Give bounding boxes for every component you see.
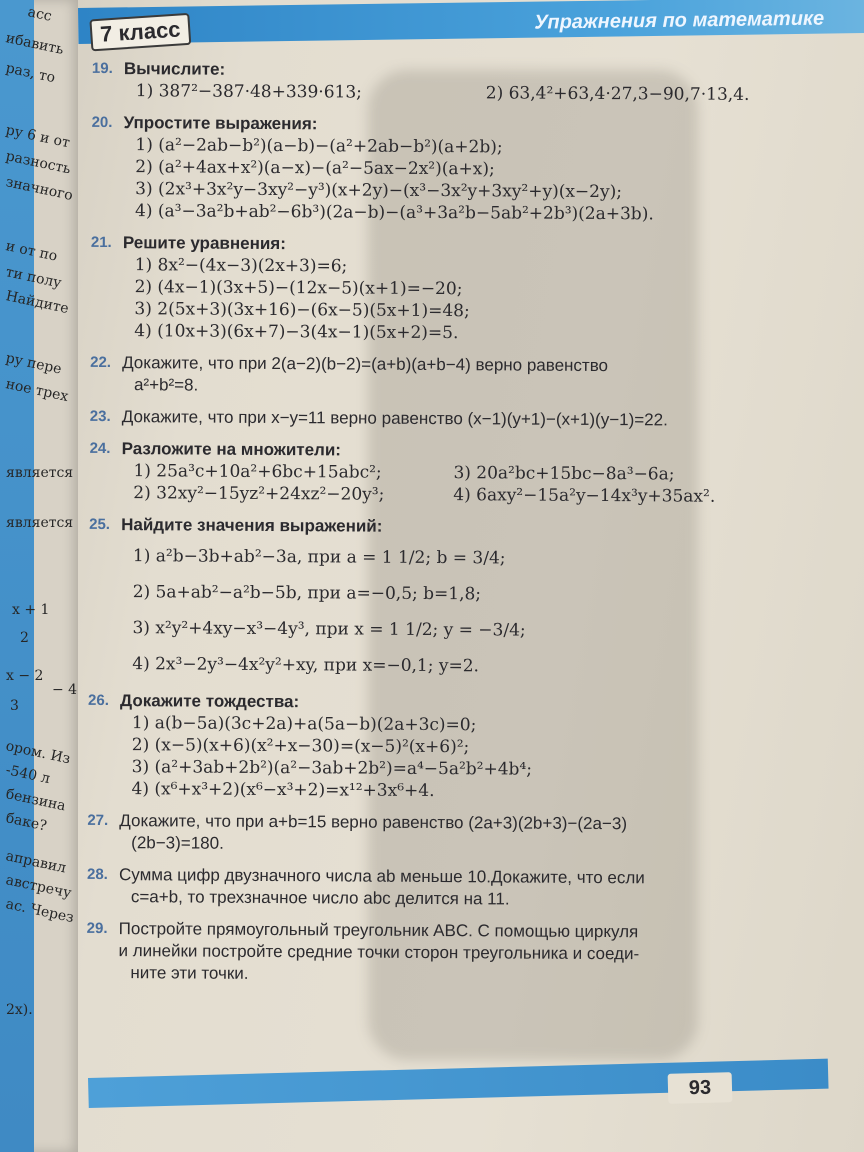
subject-title: Упражнения по математике: [534, 7, 825, 34]
left-fragment: ру 6 и от: [4, 122, 72, 152]
left-fragment: x − 2: [6, 668, 44, 684]
exercise-title: Упростите выражения:: [123, 113, 318, 134]
exercise-text: Докажите, что при 2(a−2)(b−2)=(a+b)(a+b−4) верно равенство: [122, 353, 609, 376]
exercise-number: 24.: [89, 439, 111, 458]
exercise-item: 2) 63,4²+63,4·27,3−90,7·13,4.: [485, 83, 750, 105]
exercise-20: [91, 112, 826, 226]
exercise-text: (2b−3)=180.: [131, 833, 224, 853]
left-fragment: 2x).: [6, 1002, 33, 1018]
exercise-title: Решите уравнения:: [122, 233, 286, 254]
exercise-number: 19.: [91, 59, 113, 78]
exercise-title: Найдите значения выражений:: [121, 515, 383, 536]
left-fragment: Найдите: [4, 288, 71, 318]
exercise-28: [86, 864, 821, 912]
exercise-item: 1) a²b−3b+ab²−3a, при a = 1 1/2; b = 3/4;: [132, 546, 506, 569]
exercise-number: 25.: [89, 515, 111, 534]
left-fragment: ибавить: [4, 30, 66, 59]
exercise-text: c=a+b, то трехзначное число abc делится на 11.: [130, 887, 510, 909]
left-fragment: аправил: [4, 848, 68, 877]
exercise-text: Докажите, что при a+b=15 верно равенство (2a+3)(2b+3)−(2a−3): [119, 811, 628, 834]
exercise-item: 2) 32xy²−15yz²+24xz²−20y³;: [133, 483, 385, 505]
exercise-item: 1) 25a³c+10a²+6bc+15abc²;: [133, 461, 382, 483]
exercise-list: [86, 58, 826, 998]
exercise-item: 2) (a²+4ax+x²)(a−x)−(a²−5ax−2x²)(a+x);: [135, 157, 495, 180]
exercise-19: [91, 58, 826, 106]
exercise-title: Докажите тождества:: [120, 691, 300, 712]
exercise-number: 29.: [86, 919, 108, 938]
exercise-text: a²+b²=8.: [133, 375, 199, 395]
left-fragment: 3: [10, 698, 19, 714]
exercise-number: 28.: [86, 865, 108, 884]
exercise-29: [86, 918, 820, 988]
left-fragment: австречу: [4, 872, 73, 902]
left-page-edge: [0, 0, 82, 1152]
left-fragment: является: [6, 515, 74, 531]
exercise-text: Сумма цифр двузначного числа ab меньше 10.Докажите, что если: [118, 865, 645, 888]
exercise-item: 2) 5a+ab²−a²b−5b, при a=−0,5; b=1,8;: [132, 582, 482, 605]
exercise-item: 4) 2x³−2y³−4x²y²+xy, при x=−0,1; y=2.: [132, 654, 480, 677]
exercise-item: 4) (a³−3a²b+ab²−6b³)(2a−b)−(a³+3a²b−5ab²+2b³)(2a+3b).: [135, 201, 654, 225]
exercise-item: 3) (a²+3ab+2b²)(a²−3ab+2b²)=a⁴−5a²b²+4b⁴;: [131, 757, 533, 780]
exercise-24: [89, 438, 823, 508]
exercise-item: 3) 2(5x+3)(3x+16)−(6x−5)(5x+1)=48;: [134, 299, 470, 322]
exercise-item: 1) 8x²−(4x−3)(2x+3)=6;: [134, 255, 348, 277]
exercise-21: [90, 232, 825, 346]
exercise-item: 2) (x−5)(x+6)(x²+x−30)=(x−5)²(x+6)²;: [131, 735, 470, 758]
exercise-text: ните эти точки.: [130, 963, 249, 983]
book-page: [78, 0, 864, 1152]
exercise-number: 23.: [89, 407, 111, 426]
page-number: 93: [668, 1072, 733, 1104]
exercise-item: 1) a(b−5a)(3c+2a)+a(5a−b)(2a+3c)=0;: [131, 713, 477, 736]
left-fragment: ру пере: [4, 350, 63, 378]
exercise-title: Разложите на множители:: [121, 439, 342, 460]
exercise-item: 2) (4x−1)(3x+5)−(12x−5)(x+1)=−20;: [134, 277, 463, 300]
left-fragment: ас. Через: [4, 896, 76, 927]
left-page-blue-strip: [0, 0, 34, 1152]
exercise-item: 3) x²y²+4xy−x³−4y³, при x = 1 1/2; y = −3/4;: [132, 618, 526, 641]
exercise-item: 1) (a²−2ab−b²)(a−b)−(a²+2ab−b²)(a+2b);: [135, 135, 503, 158]
exercise-25: [89, 514, 823, 684]
left-fragment: ное треx: [4, 376, 70, 406]
exercise-23: [89, 406, 824, 432]
left-fragment: разность: [4, 148, 73, 178]
exercise-number: 26.: [88, 691, 109, 710]
exercise-item: 4) 6axy²−15a²y−14x³y+35ax².: [453, 485, 716, 507]
header-bar: [78, 0, 864, 47]
exercise-27: [87, 810, 821, 858]
left-fragment: 2: [20, 630, 29, 646]
left-fragment: ором. Из: [4, 738, 72, 768]
exercise-item: 3) 20a²bc+15bc−8a³−6a;: [453, 463, 675, 485]
exercise-number: 20.: [91, 113, 113, 132]
left-fragment: раз, то: [4, 60, 57, 87]
left-fragment: − 4: [52, 682, 78, 698]
grade-label: 7 класс: [89, 13, 191, 52]
left-fragment: бензина: [4, 786, 68, 815]
exercise-text: и линейки постройте средние точки сторон треугольника и соеди-: [118, 941, 640, 964]
exercise-number: 27.: [87, 811, 109, 830]
exercise-item: 4) (10x+3)(6x+7)−3(4x−1)(5x+2)=5.: [134, 321, 459, 344]
exercise-number: 21.: [90, 233, 112, 252]
exercise-text: Постройте прямоугольный треугольник ABC. С помощью циркуля: [118, 919, 639, 942]
left-fragment: и от по: [4, 238, 59, 265]
exercise-text: Докажите, что при x−y=11 верно равенство (x−1)(y+1)−(x+1)(y−1)=22.: [121, 407, 668, 430]
exercise-title: Вычислите:: [123, 59, 226, 79]
exercise-26: [88, 690, 822, 804]
exercise-22: [90, 352, 824, 400]
left-fragment: является: [6, 465, 74, 481]
left-fragment: ти полу: [4, 264, 63, 292]
left-fragment: x + 1: [12, 602, 50, 618]
left-fragment: асс: [26, 4, 54, 25]
exercise-number: 22.: [90, 353, 112, 372]
left-fragment: -540 л: [4, 762, 52, 788]
exercise-item: 4) (x⁶+x³+2)(x⁶−x³+2)=x¹²+3x⁶+4.: [131, 779, 435, 802]
exercise-item: 1) 387²−387·48+339·613;: [135, 81, 362, 103]
left-fragment: значного: [4, 174, 75, 204]
left-fragment: баке?: [4, 810, 49, 835]
exercise-item: 3) (2x³+3x²y−3xy²−y³)(x+2y)−(x³−3x²y+3xy²+y)(x−2y);: [135, 179, 623, 203]
